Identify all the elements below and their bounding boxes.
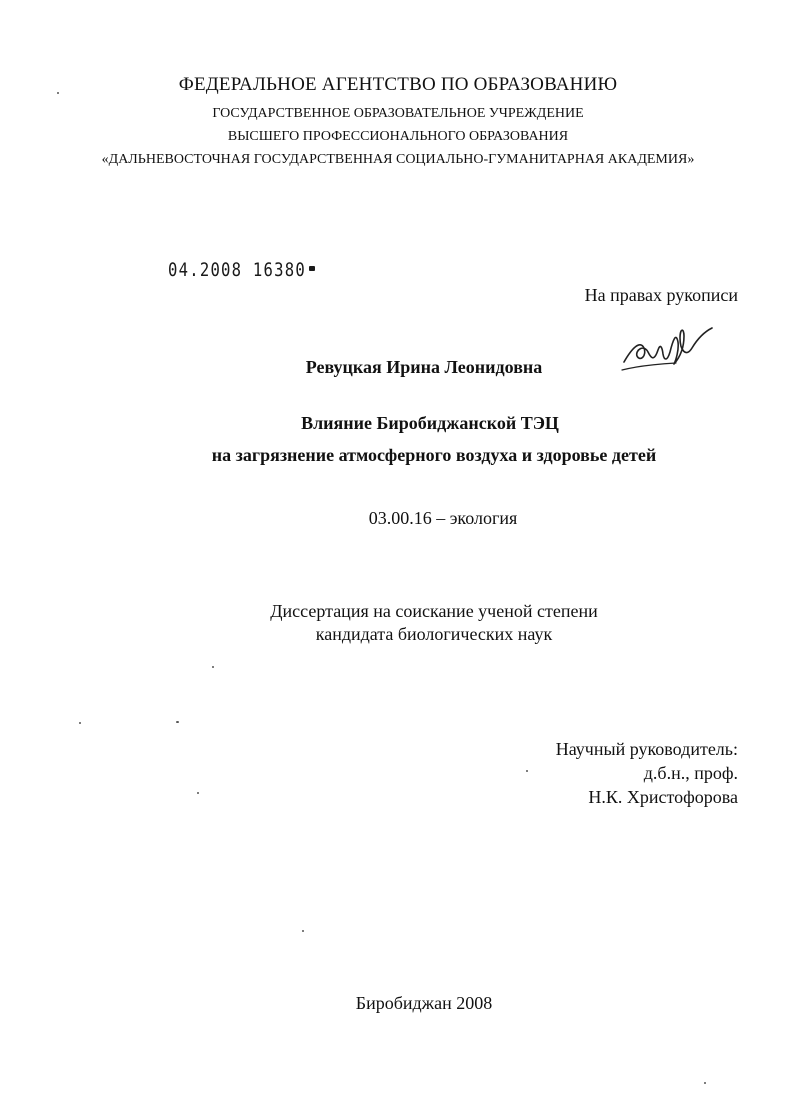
scan-speck — [704, 1082, 706, 1084]
thesis-title-line-1: Влияние Биробиджанской ТЭЦ — [301, 413, 559, 433]
institution-line-2: ВЫСШЕГО ПРОФЕССИОНАЛЬНОГО ОБРАЗОВАНИЯ — [227, 129, 569, 144]
rights-note: На правах рукописи — [584, 285, 738, 305]
city-year: Биробиджан 2008 — [355, 993, 493, 1013]
scan-speck — [57, 92, 59, 94]
registration-stamp-number: 04.2008 16380 — [168, 259, 306, 281]
author-name: Ревуцкая Ирина Леонидовна — [305, 357, 543, 377]
scan-speck — [79, 722, 81, 724]
scan-speck — [176, 721, 179, 723]
supervisor-block — [556, 737, 738, 809]
thesis-title-line-2: на загрязнение атмосферного воздуха и здоровье детей — [211, 445, 657, 465]
scan-speck — [212, 666, 214, 668]
dissertation-line-2: кандидата биологических наук — [315, 624, 553, 644]
scan-speck — [526, 770, 528, 772]
stamp-mark — [309, 266, 315, 271]
supervisor-label: Научный руководитель: — [555, 739, 738, 759]
supervisor-name: Н.К. Христофорова — [588, 787, 738, 807]
scan-speck — [197, 792, 199, 794]
agency-heading: ФЕДЕРАЛЬНОЕ АГЕНТСТВО ПО ОБРАЗОВАНИЮ — [178, 74, 618, 95]
institution-line-1: ГОСУДАРСТВЕННОЕ ОБРАЗОВАТЕЛЬНОЕ УЧРЕЖДЕНИЕ — [212, 106, 584, 121]
specialty-code: 03.00.16 – экология — [368, 508, 518, 528]
institution-line-3: «ДАЛЬНЕВОСТОЧНАЯ ГОСУДАРСТВЕННАЯ СОЦИАЛЬНО-ГУМАНИТАРНАЯ АКАДЕМИЯ» — [101, 152, 695, 167]
dissertation-line-1: Диссертация на соискание ученой степени — [270, 601, 598, 621]
supervisor-degree: д.б.н., проф. — [643, 763, 738, 783]
scan-speck — [302, 930, 304, 932]
